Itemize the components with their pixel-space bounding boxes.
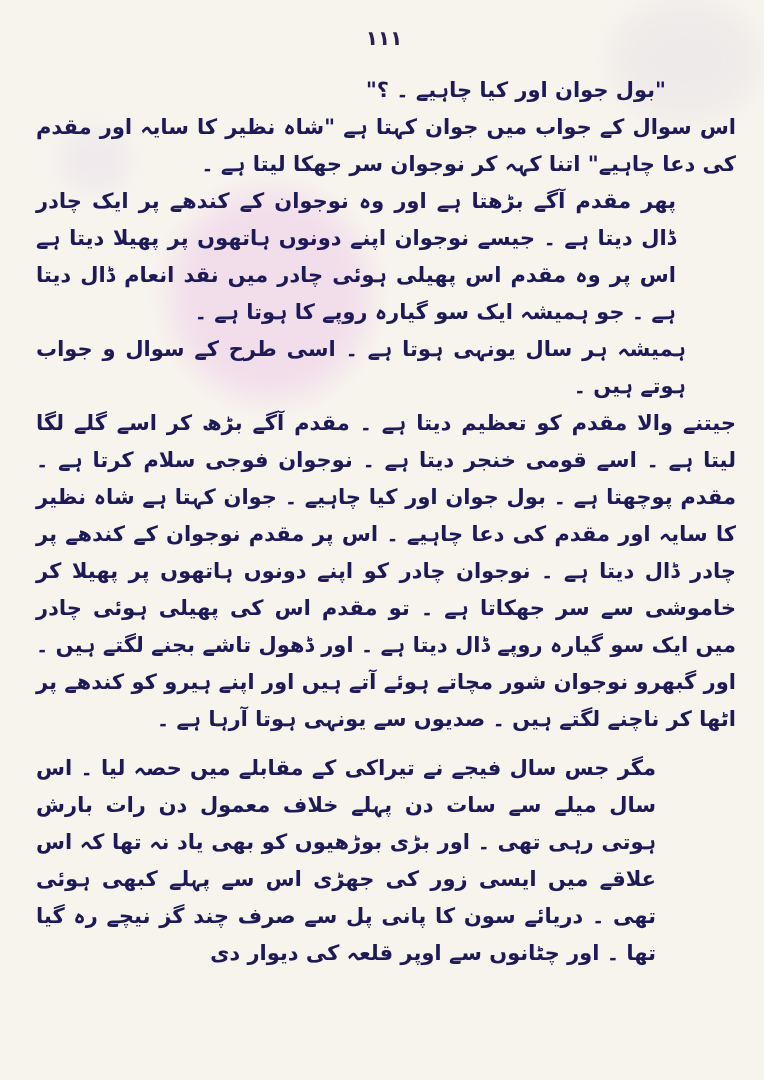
paragraph: ہمیشہ ہر سال یونہی ہوتا ہے ۔ اسی طرح کے سوال و جواب ہوتے ہیں ۔ (36, 337, 686, 398)
paragraph: "بول جوان اور کیا چاہیے ۔ ؟" (365, 78, 666, 102)
urdu-text-body (36, 72, 736, 972)
page-number: ۱۱۱ (365, 26, 403, 50)
paragraph: مگر جس سال فیجے نے تیراکی کے مقابلے میں حصہ لیا ۔ اس سال میلے سے سات دن پہلے خلاف معمول دن رات بارش ہوتی رہی تھی ۔ اور بڑی بوڑھیوں کو بھی یاد نہ تھا کہ اس علاقے میں ایسی زور کی جھڑی اس سے پہلے کبھی ہوئی تھی ۔ دریائے سون کا پانی پل سے صرف چند گز نیچے رہ گیا تھا ۔ اور چٹانوں سے اوپر قلعہ کی دیوار دی (36, 756, 656, 965)
paragraph: پھر مقدم آگے بڑھتا ہے اور وہ نوجوان کے کندھے پر ایک چادر ڈال دیتا ہے ۔ جیسے نوجوان اپنے دونوں ہاتھوں پر پھیلا دیتا ہے اس پر وہ مقدم اس پھیلی ہوئی چادر میں نقد انعام ڈال دیتا ہے ۔ جو ہمیشہ ایک سو گیارہ روپے کا ہوتا ہے ۔ (36, 189, 676, 324)
paragraph: اس سوال کے جواب میں جوان کہتا ہے "شاہ نظیر کا سایہ اور مقدم کی دعا چاہیے" اتنا کہہ کر نوجوان سر جھکا لیتا ہے ۔ (36, 115, 736, 176)
paragraph: جیتنے والا مقدم کو تعظیم دیتا ہے ۔ مقدم آگے بڑھ کر اسے گلے لگا لیتا ہے ۔ اسے قومی خنجر دیتا ہے ۔ نوجوان فوجی سلام کرتا ہے ۔ مقدم پوچھتا ہے ۔ بول جوان اور کیا چاہیے ۔ جوان کہتا ہے شاہ نظیر کا سایہ اور مقدم کی دعا چاہیے ۔ اس پر مقدم نوجوان کے کندھے پر چادر ڈال دیتا ہے ۔ نوجوان چادر کو اپنے دونوں ہاتھوں پر پھیلا کر خاموشی سے سر جھکاتا ہے ۔ تو مقدم اس کی پھیلی ہوئی چادر میں ایک سو گیارہ روپے ڈال دیتا ہے ۔ اور ڈھول تاشے بجنے لگتے ہیں ۔ اور گبھرو نوجوان شور مچاتے ہوئے آتے ہیں اور اپنے ہیرو کو کندھے پر اٹھا کر ناچنے لگتے ہیں ۔ صدیوں سے یونہی ہوتا آرہا ہے ۔ (36, 411, 736, 731)
